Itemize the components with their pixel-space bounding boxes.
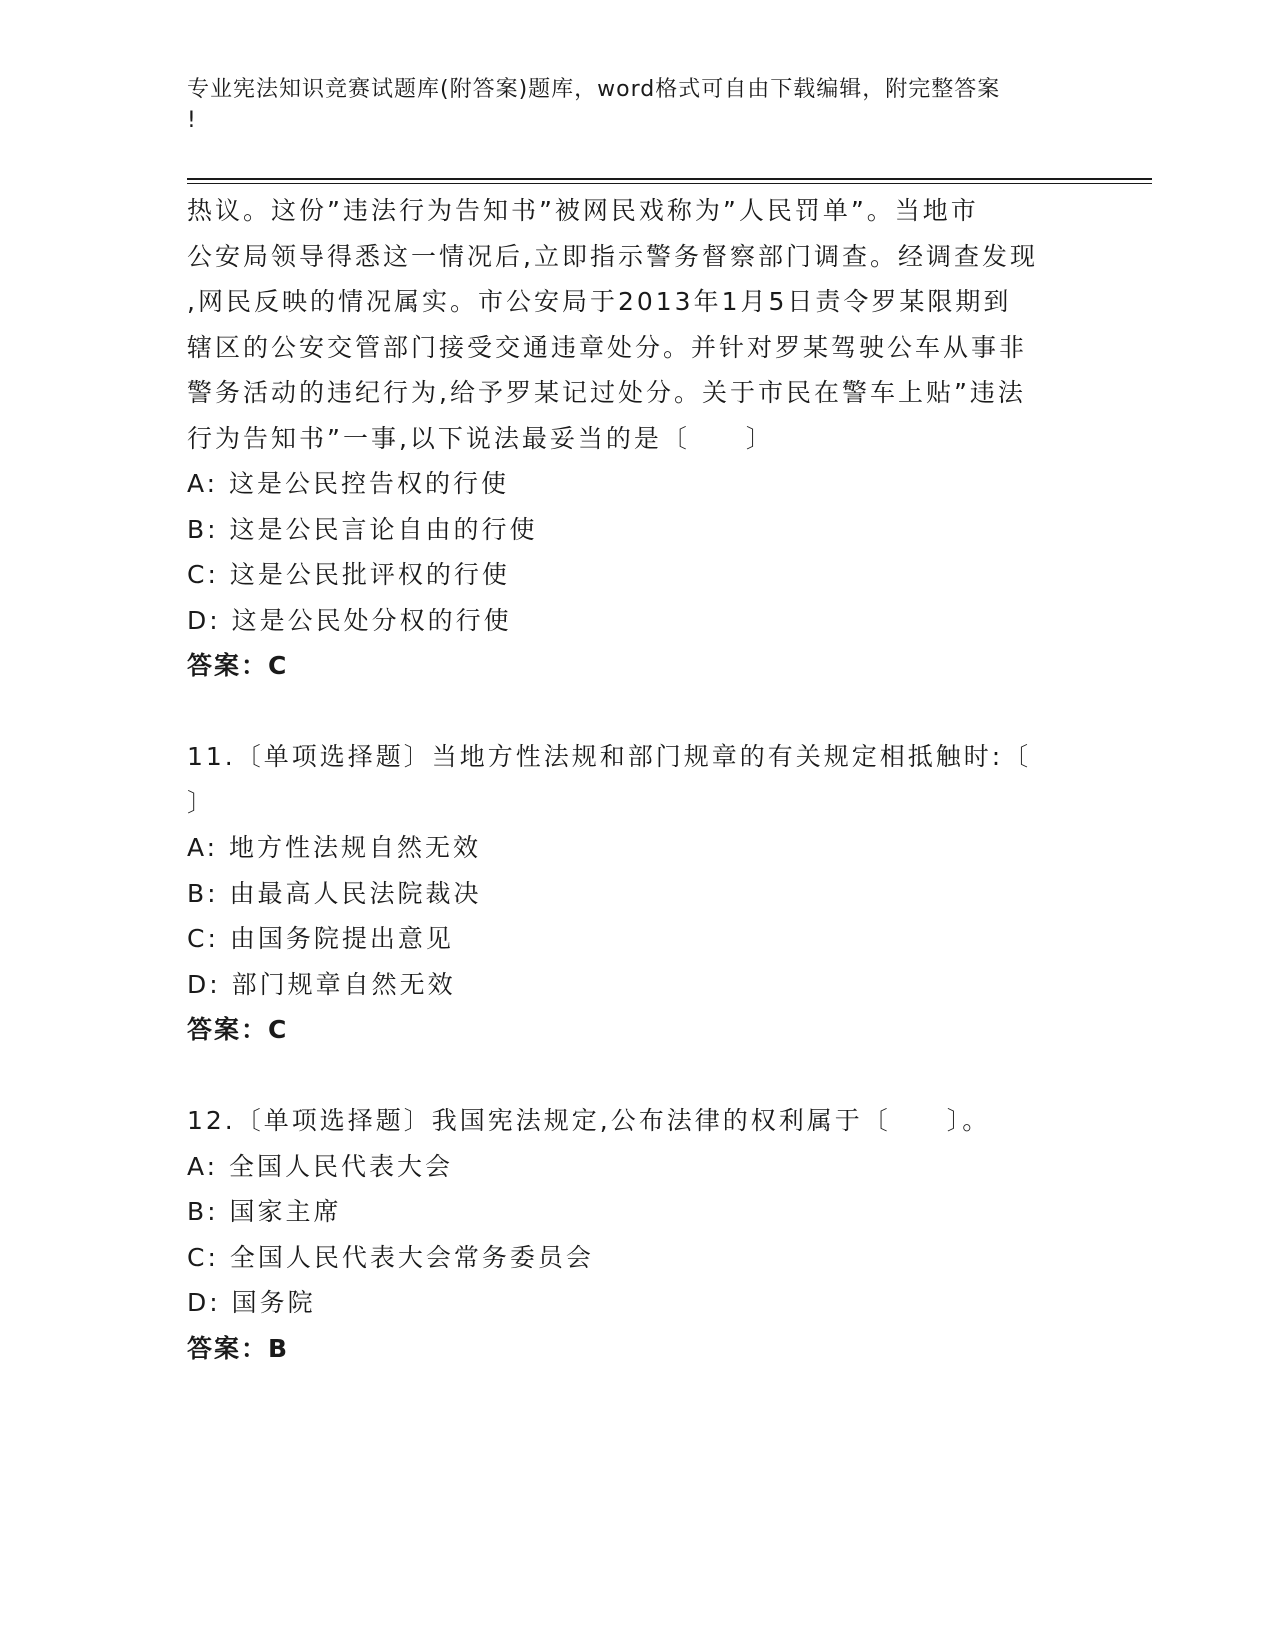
question-10-answer: 答案：C <box>187 651 289 680</box>
question-10-stem-line-1: 热议。这份”违法行为告知书”被网民戏称为”人民罚单”。当地市 <box>187 196 979 225</box>
question-11-stem-line-2: 〕 <box>187 787 216 817</box>
spacer <box>187 1053 1067 1099</box>
question-12-option-c: C: 全国人民代表大会常务委员会 <box>187 1242 594 1272</box>
question-11 <box>187 734 1067 1053</box>
header-text-line-1: 专业宪法知识竞赛试题库(附答案)题库，word格式可自由下载编辑，附完整答案 <box>187 77 1001 102</box>
question-11-option-a: A: 地方性法规自然无效 <box>187 833 482 862</box>
question-11-option-b: B: 由最高人民法院裁决 <box>187 878 482 908</box>
header-text-line-2: ! <box>187 108 197 133</box>
question-10-option-b: B: 这是公民言论自由的行使 <box>187 514 538 544</box>
question-12-answer: 答案：B <box>187 1333 290 1363</box>
question-10-option-d: D: 这是公民处分权的行使 <box>187 605 512 635</box>
question-11-answer: 答案：C <box>187 1015 289 1044</box>
question-10-stem-line-2: 公安局领导得悉这一情况后,立即指示警务督察部门调查。经调查发现 <box>187 241 1038 271</box>
page-header <box>187 74 1067 136</box>
question-12-stem-line-1: 12.〔单项选择题〕我国宪法规定,公布法律的权利属于〔 〕。 <box>187 1106 991 1135</box>
document-body <box>187 188 1067 1371</box>
spacer <box>187 689 1067 735</box>
question-12 <box>187 1098 1067 1371</box>
question-10-stem-line-6: 行为告知书”一事,以下说法最妥当的是〔 〕 <box>187 423 774 453</box>
question-12-option-d: D: 国务院 <box>187 1288 316 1317</box>
question-11-stem-line-1: 11.〔单项选择题〕当地方性法规和部门规章的有关规定相抵触时:〔 <box>187 742 1032 771</box>
question-10-option-c: C: 这是公民批评权的行使 <box>187 560 510 589</box>
question-11-option-c: C: 由国务院提出意见 <box>187 924 454 953</box>
question-10-option-a: A: 这是公民控告权的行使 <box>187 469 510 498</box>
question-10-stem-line-4: 辖区的公安交管部门接受交通违章处分。并针对罗某驾驶公车从事非 <box>187 332 1028 362</box>
question-10-stem-line-3: ,网民反映的情况属实。市公安局于2013年1月5日责令罗某限期到 <box>187 287 1012 316</box>
question-10 <box>187 188 1067 689</box>
question-12-option-b: B: 国家主席 <box>187 1197 342 1226</box>
header-divider-thick <box>187 178 1152 180</box>
question-12-option-a: A: 全国人民代表大会 <box>187 1151 454 1181</box>
question-10-stem-line-5: 警务活动的违纪行为,给予罗某记过处分。关于市民在警车上贴”违法 <box>187 378 1026 407</box>
question-11-option-d: D: 部门规章自然无效 <box>187 969 456 999</box>
header-divider-thin <box>187 183 1152 184</box>
